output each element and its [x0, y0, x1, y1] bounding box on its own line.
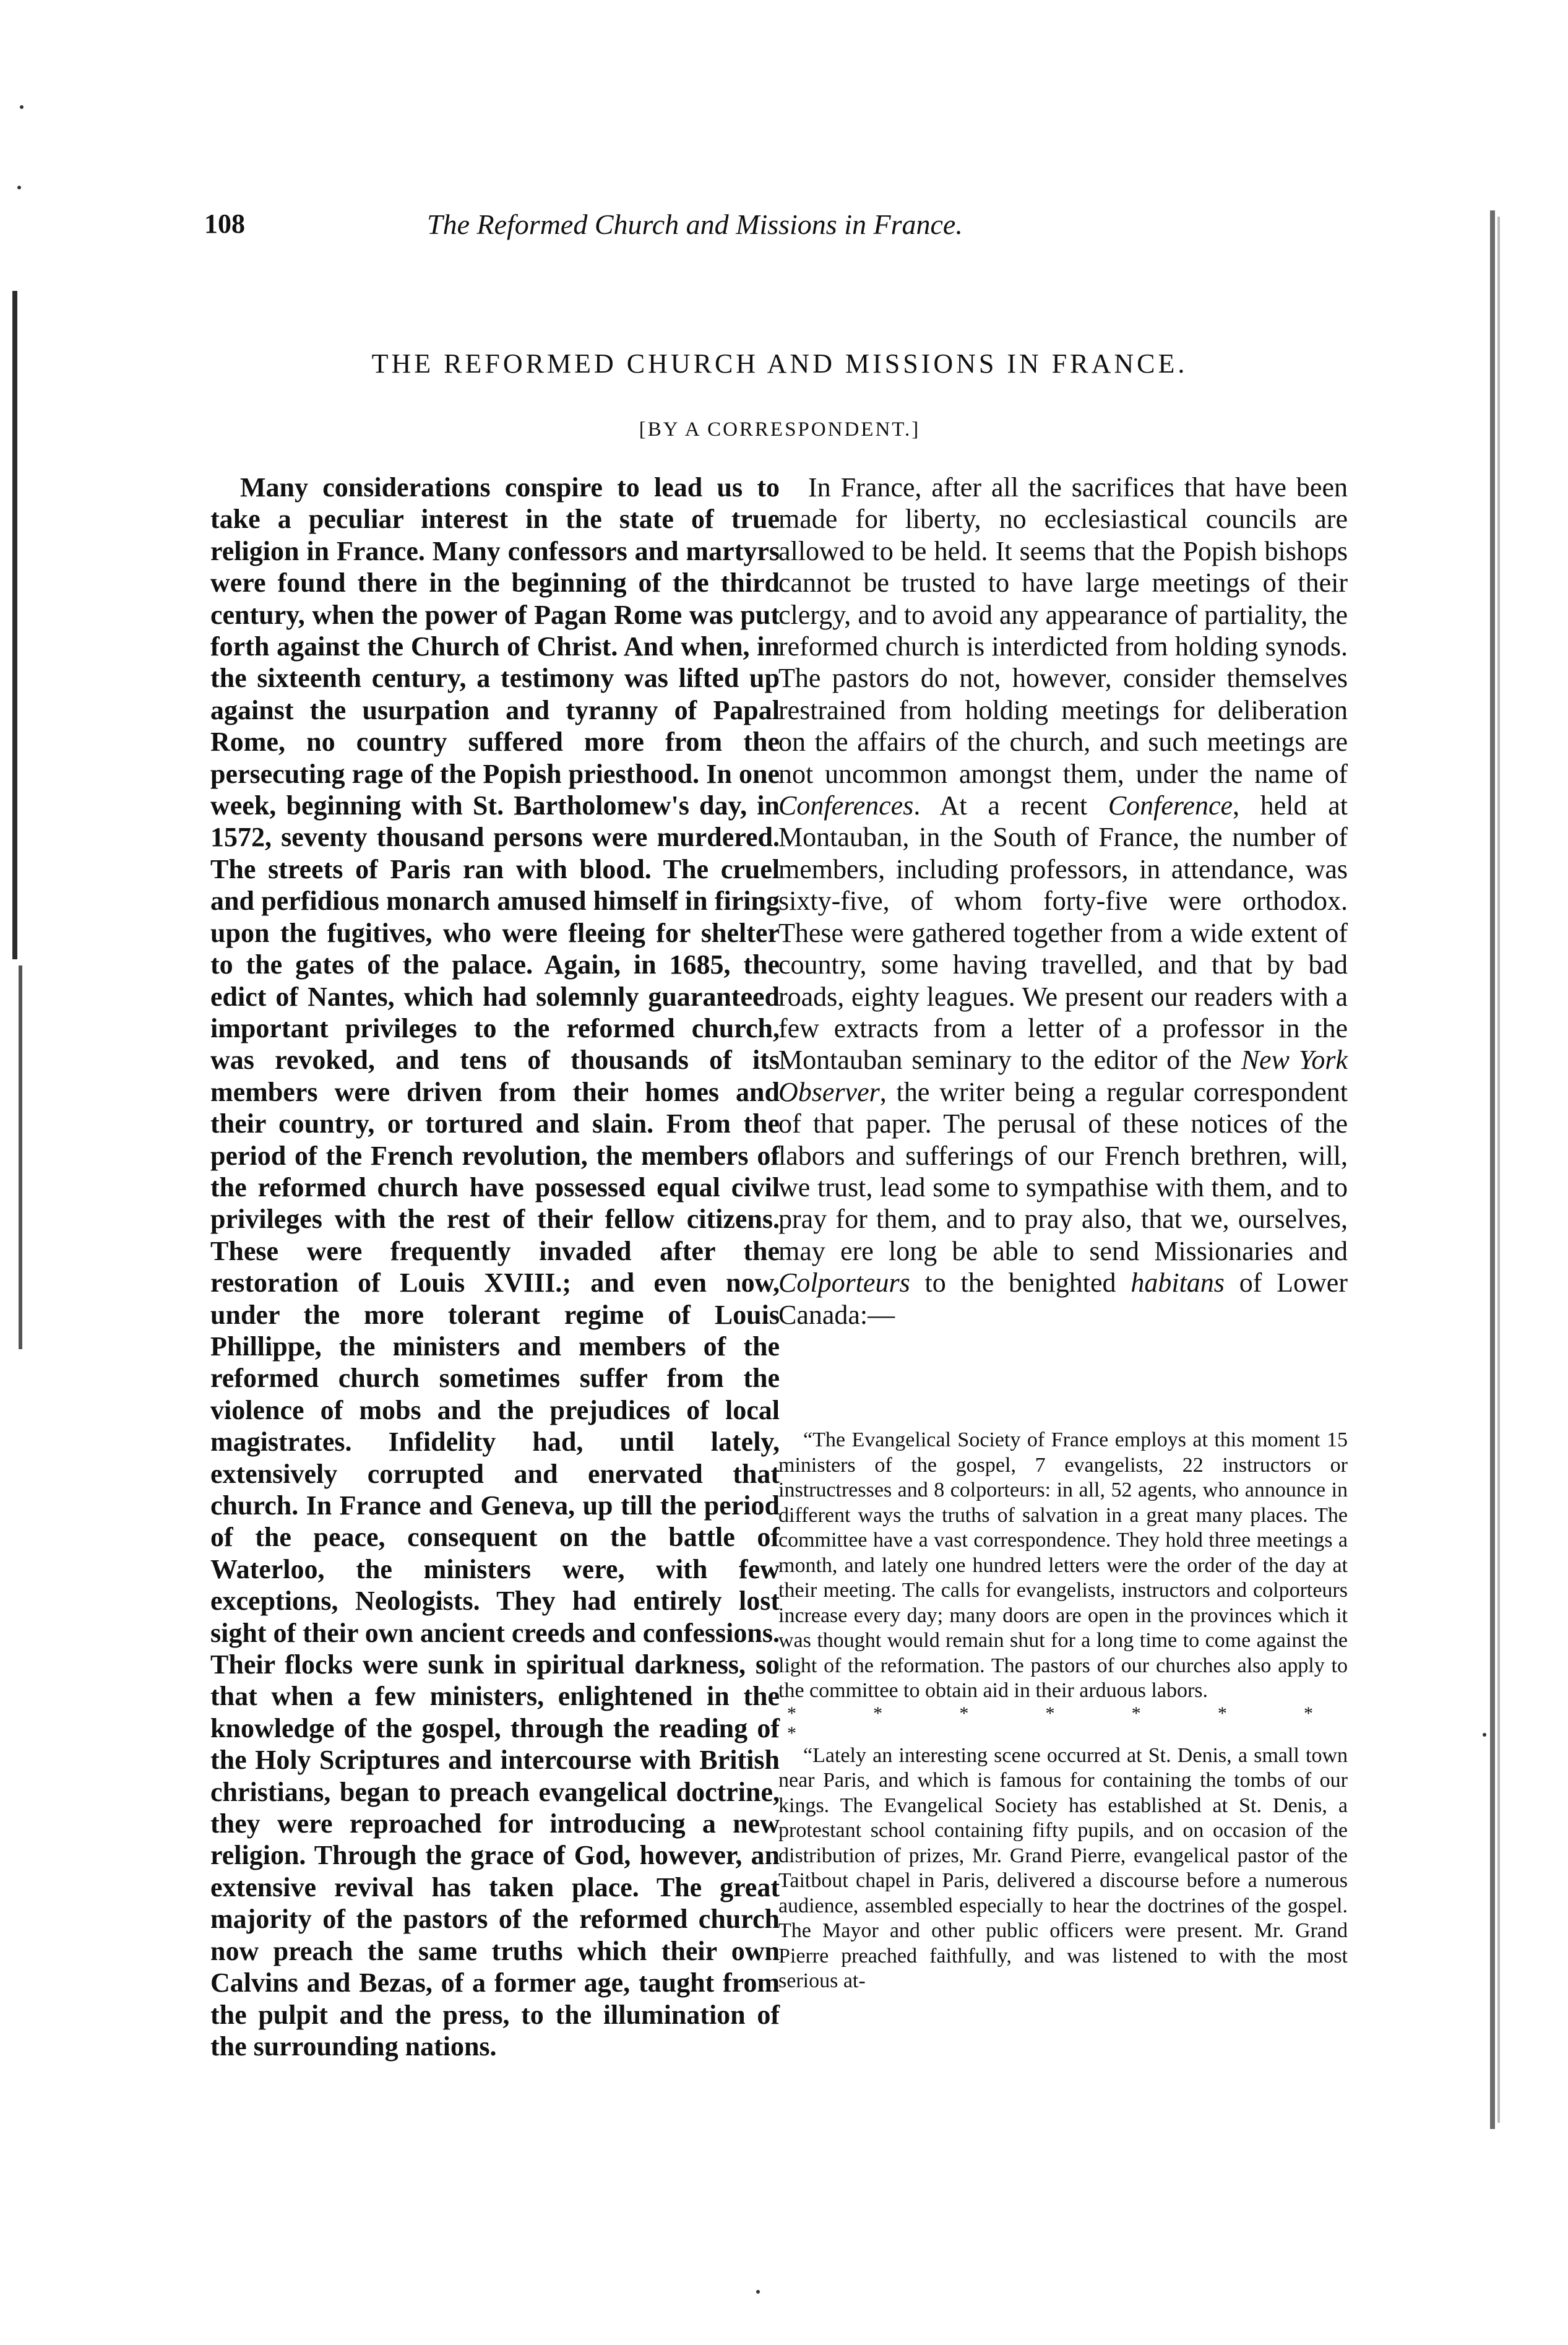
italic-term: habitans	[1131, 1268, 1225, 1298]
paragraph-text: of Lower Canada:—	[778, 1268, 1348, 1330]
italic-term: Conferences	[778, 790, 914, 821]
left-column-paragraph: Many considerations conspire to lead us to take a peculiar interest in the state of true religion in France. Many confessors and martyrs were found there in the beginning of the third century, when the power of Pagan Rome was put forth against the Church of Christ. And when, in the sixteenth century, a testimony was lifted up against the usurpation and tyranny of Papal Rome, no country suffered more from the persecuting rage of the Popish priesthood. In one week, beginning with St. Bartholomew's day, in 1572, seventy thousand persons were murdered. The streets of Paris ran with blood. The cruel and perfidious monarch amused himself in firing upon the fugitives, who were fleeing for shelter to the gates of the palace. Again, in 1685, the edict of Nantes, which had solemnly guaranteed important privileges to the reformed church, was revoked, and tens of thousands of its members were driven from their homes and their country, or tortured and slain. From the period of the French revolution, the members of the reformed church have possessed equal civil privileges with the rest of their fellow citizens. These were frequently invaded after the restoration of Louis XVIII.; and even now, under the more tolerant regime of Louis Phillippe, the ministers and members of the reformed church sometimes suffer from the violence of mobs and the prejudices of local magistrates. Infidelity had, until lately, extensively corrupted and enervated that church. In France and Geneva, up till the period of the peace, consequent on the battle of Waterloo, the ministers were, with few exceptions, Neologists. They had entirely lost sight of their own ancient creeds and confessions. Their flocks were sunk in spiritual darkness, so that when a few ministers, enlightened in the knowledge of the gospel, through the reading of the Holy Scriptures and intercourse with British christians, began to preach evangelical doctrine, they were reproached for introducing a new religion. Through the grace of God, however, an extensive revival has taken place. The great majority of the pastors of the reformed church now preach the same truths which their own Calvins and Bezas, of a former age, taught from the pulpit and the press, to the illumination of the surrounding nations.	[210, 472, 780, 2062]
scan-page-edge-right-shadow	[1497, 217, 1500, 2123]
scan-binding-edge-left-lower	[19, 965, 22, 1349]
article-byline: [BY A CORRESPONDENT.]	[639, 418, 921, 441]
scan-page-edge-right	[1490, 210, 1495, 2129]
page-number: 108	[204, 209, 245, 239]
italic-term: Conference	[1108, 790, 1233, 821]
italic-term: Colporteurs	[778, 1268, 910, 1298]
right-column-paragraph	[778, 472, 1348, 1331]
letter-quote-paragraph: “Lately an interesting scene occurred at St. Denis, a small town near Paris, and which is famous for containing the tombs of our kings. The Evangelical Society has established at St. Denis, a protestant school containing fifty pupils, and on occasion of the distribution of prizes, Mr. Grand Pierre, evangelical pastor of the Taitbout chapel in Paris, delivered a discourse before a numerous audience, assembled especially to hear the doctrines of the gospel. The Mayor and other public officers were present. Mr. Grand Pierre preached faithfully, and was listened to with the most serious at-	[778, 1743, 1348, 1992]
running-title: The Reformed Church and Missions in France.	[427, 209, 963, 240]
scan-speck	[756, 2290, 760, 2294]
right-column	[778, 472, 1348, 1331]
paragraph-text: In France, after all the sacrifices that have been made for liberty, no ecclesiastical councils are allowed to be held. It seems that the Popish bishops cannot be trusted to have large meetings of their clergy, and to avoid any appearance of partiality, the reformed church is interdicted from holding synods. The pastors do not, however, consider themselves restrained from holding meetings for deliberation on the affairs of the church, and such meetings are not uncommon amongst them, under the name of	[778, 472, 1348, 789]
paragraph-text: , the writer being a regular correspondent of that paper. The perusal of these notices of the labors and sufferings of our French brethren, will, we trust, lead some to sympathise with them, and to pray for them, and to pray also, that we, ourselves, may ere long be able to send Missionaries and	[778, 1076, 1348, 1266]
scan-speck	[20, 105, 24, 109]
left-column	[210, 472, 780, 2062]
paragraph-text: , held at Montauban, in the South of France, the number of members, including professors, in attendance, was sixty-five, of whom forty-five were orthodox. These were gathered together from a wide extent of country, some having travelled, and that by bad roads, eighty leagues. We present our readers with a few extracts from a letter of a professor in the Montauban seminary to the editor of the	[778, 790, 1348, 1076]
scan-speck	[17, 186, 21, 189]
paragraph-text: to the benighted	[910, 1268, 1131, 1298]
letter-extract	[778, 1428, 1348, 1994]
newspaper-title: New York Observer	[778, 1045, 1348, 1107]
article-title: THE REFORMED CHURCH AND MISSIONS IN FRANCE.	[371, 348, 1188, 379]
section-break-asterisks: * * * * * * * *	[787, 1703, 1348, 1743]
scan-speck	[1483, 1733, 1486, 1737]
letter-quote-paragraph: “The Evangelical Society of France employs at this moment 15 ministers of the gospel, 7 evangelists, 22 instructors or instructresses and 8 colporteurs: in all, 52 agents, who announce in different ways the truths of salvation in a great many places. The committee have a vast correspondence. They hold three meetings a month, and lately one hundred letters were the order of the day at their meeting. The calls for evangelists, instructors and colporteurs increase every day; many doors are open in the provinces which it was thought would remain shut for a long time to come against the light of the reformation. The pastors of our churches also apply to the committee to obtain aid in their arduous labors.	[778, 1428, 1348, 1702]
running-head	[186, 208, 1361, 245]
paragraph-text: . At a recent	[913, 790, 1108, 821]
scan-binding-edge-left	[12, 291, 17, 959]
